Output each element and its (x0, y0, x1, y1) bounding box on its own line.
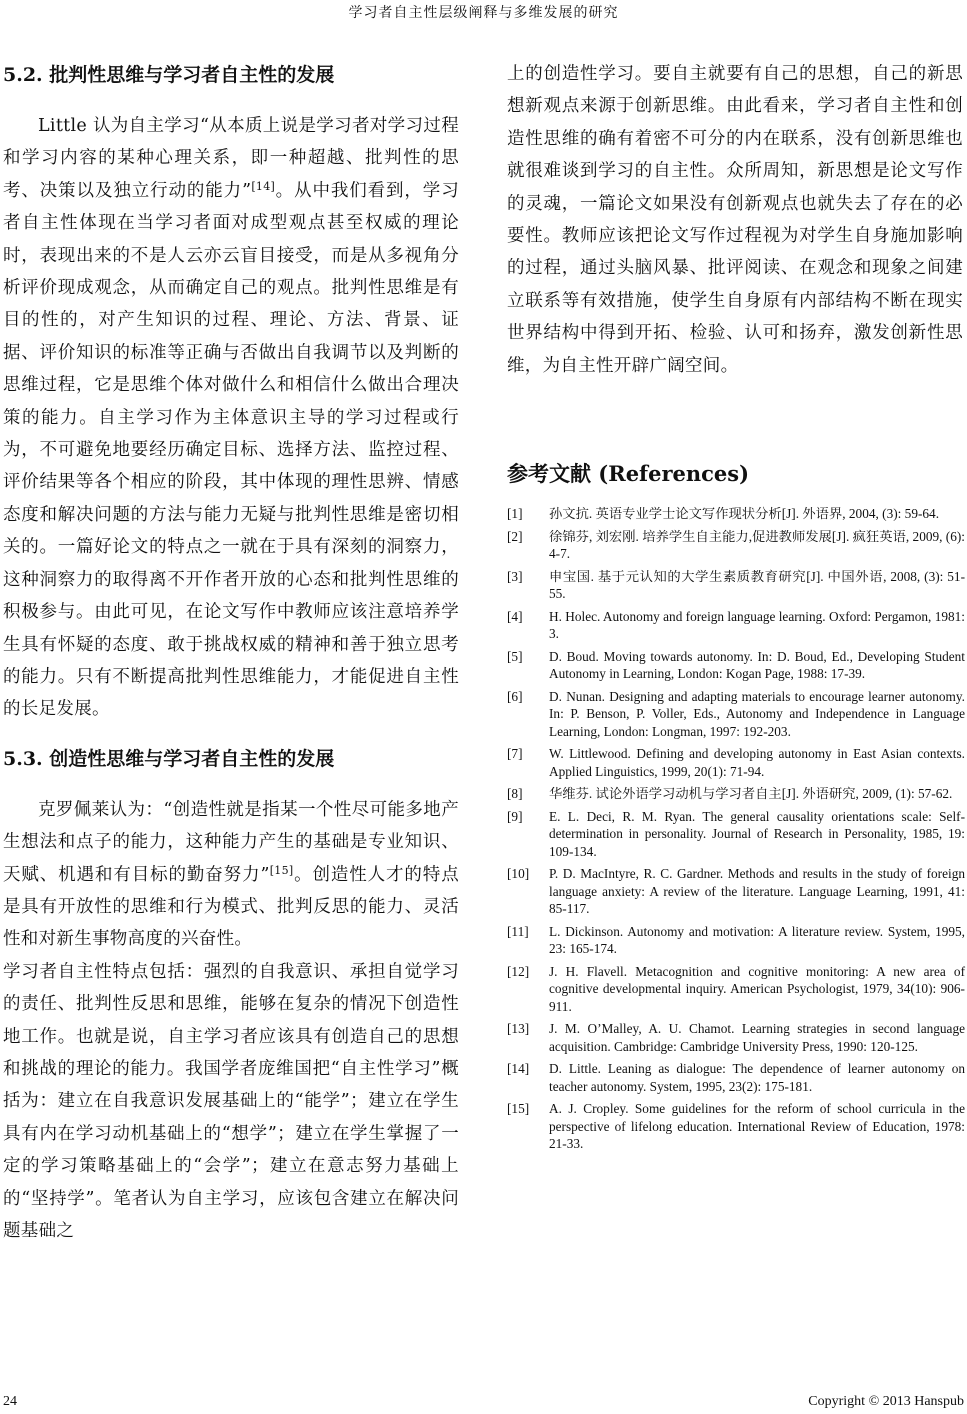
reference-number: [6] (507, 688, 523, 704)
reference-item (507, 1100, 965, 1153)
section-5-3-title: 5.3. 创造性思维与学习者自主性的发展 (3, 747, 335, 770)
reference-item (507, 528, 965, 563)
reference-number: [11] (507, 923, 529, 939)
reference-text: H. Holec. Autonomy and foreign language learning. Oxford: Pergamon, 1981: 3. (549, 608, 965, 641)
reference-item (507, 963, 965, 1016)
citation-14: [14] (251, 179, 276, 193)
reference-item (507, 745, 965, 780)
reference-item (507, 785, 965, 803)
reference-number: [8] (507, 786, 523, 801)
reference-text: D. Boud. Moving towards autonomy. In: D. Boud, Ed., Developing Student Autonomy in Learning, London: Kogan Page, 1988: 17-39. (549, 648, 965, 681)
paragraph-text: Little 认为自主学习“从本质上说是学习者对学习过程和学习内容的某种心理关系，即一种超越、批判性的思考、决策以及独立行动的能力” (3, 116, 459, 201)
reference-text: A. J. Cropley. Some guidelines for the reform of school curricula in the perspective of lifelong education. International Review of Education, 1978: 21-33. (549, 1101, 965, 1151)
paragraph-text: 。创造性人才的特点是具有开放性的思维和行为模式、批判反思的能力、灵活性和对新生事物高度的兴奋性。 (3, 864, 459, 950)
references-list (507, 505, 965, 1158)
reference-number: [7] (507, 746, 523, 761)
reference-text: P. D. MacIntyre, R. C. Gardner. Methods and results in the study of foreign language anxiety: A review of the literature. Language Learning, 1991, 41: 85-117. (549, 866, 965, 916)
reference-number: [1] (507, 506, 523, 521)
section-5-3-paragraph-1 (3, 794, 459, 956)
reference-text: 华维芬. 试论外语学习动机与学习者自主[J]. 外语研究, 2009, (1): 57-62. (549, 786, 953, 801)
reference-number: [14] (507, 1061, 530, 1076)
section-5-3-paragraph-2: 学习者自主性特点包括：强烈的自我意识、承担自觉学习的责任、批判性反思和思维，能够在复杂的情况下创造性地工作。也就是说，自主学习者应该具有创造自己的思想和挑战的理论的能力。我国学者庞维国把“自主性学习”概括为：建立在自我意识发展基础上的“能学”；建立在学生具有内在学习动机基础上的“想学”；建立在学生掌握了一定的学习策略基础上的“会学”；建立在意志努力基础上的“坚持学”。笔者认为自主学习，应该包含建立在解决问题基础之 (3, 961, 459, 1241)
reference-number: [2] (507, 528, 523, 544)
reference-text: W. Littlewood. Defining and developing autonomy in East Asian contexts. Applied Linguistics, 1999, 20(1): 71-94. (549, 746, 965, 779)
references-title: 参考文献 (References) (507, 461, 750, 486)
section-5-2-paragraph (3, 110, 459, 726)
reference-item (507, 688, 965, 741)
reference-text: J. M. O’Malley, A. U. Chamot. Learning strategies in second language acquisition. Cambridge: Cambridge University Press, 1990: 120-125. (549, 1021, 965, 1054)
running-head: 学习者自主性层级阐释与多维发展的研究 (348, 5, 619, 21)
reference-text: D. Little. Leaning as dialogue: The dependence of learner autonomy on teacher autonomy. System, 1995, 23(2): 175-181. (549, 1061, 965, 1094)
right-column (507, 58, 963, 382)
reference-text: 孙文抗. 英语专业学士论文写作现状分析[J]. 外语界, 2004, (3): 59-64. (549, 506, 940, 521)
reference-text: 申宝国. 基于元认知的大学生素质教育研究[J]. 中国外语, 2008, (3): 51-55. (549, 568, 965, 601)
reference-number: [15] (507, 1101, 530, 1116)
copyright: Copyright © 2013 Hanspub (808, 1394, 964, 1409)
reference-text: 徐锦芬, 刘宏刚. 培养学生自主能力,促进教师发展[J]. 疯狂英语, 2009, (6): 4-7. (549, 528, 965, 561)
reference-number: [5] (507, 648, 523, 664)
paragraph-text: 克罗佩莱认为：“创造性就是指某一个性尽可能多地产生想法和点子的能力，这种能力产生的基础是专业知识、天赋、机遇和有目标的勤奋努力” (3, 799, 459, 885)
reference-item (507, 1060, 965, 1095)
reference-item (507, 923, 965, 958)
left-column (3, 58, 459, 1247)
reference-text: L. Dickinson. Autonomy and motivation: A literature review. System, 1995, 23: 165-174. (549, 923, 965, 956)
section-5-2-title: 5.2. 批判性思维与学习者自主性的发展 (3, 64, 335, 86)
reference-number: [9] (507, 808, 523, 824)
paragraph-text: 。从中我们看到，学习者自主性体现在当学习者面对成型观点甚至权威的理论时，表现出来的不是人云亦云盲目接受，而是从多视角分析评价现成观念，从而确定自己的观点。批判性思维是有目的性的，对产生知识的过程、理论、方法、背景、证据、评价知识的标准等正确与否做出自我调节以及判断的思维过程，它是思维个体对做什么和相信什么做出合理决策的能力。自主学习作为主体意识主导的学习过程或行为，不可避免地要经历确定目标、选择方法、监控过程、评价结果等各个相应的阶段，其中体现的理性思辨、情感态度和解决问题的方法与能力无疑与批判性思维是密切相关的。一篇好论文的特点之一就在于具有深刻的洞察力，这种洞察力的取得离不开作者开放的心态和批判性思维的积极参与。由此可见，在论文写作中教师应该注意培养学生具有怀疑的态度、敢于挑战权威的精神和善于独立思考的能力。只有不断提高批判性思维能力，才能促进自主性的长足发展。 (3, 180, 459, 720)
reference-item (507, 608, 965, 643)
reference-number: [4] (507, 608, 523, 624)
page-number: 24 (3, 1394, 17, 1409)
continued-paragraph: 上的创造性学习。要自主就要有自己的思想，自己的新思想新观点来源于创新思维。由此看来，学习者自主性和创造性思维的确有着密不可分的内在联系，没有创新思维也就很难谈到学习的自主性。众所周知，新思想是论文写作的灵魂，一篇论文如果没有创新观点也就失去了存在的必要性。教师应该把论文写作过程视为对学生自身施加影响的过程，通过头脑风暴、批评阅读、在观念和现象之间建立联系等有效措施，使学生自身原有内部结构不断在现实世界结构中得到开拓、检验、认可和扬弃，激发创新性思维，为自主性开辟广阔空间。 (507, 64, 963, 376)
reference-item (507, 648, 965, 683)
citation-15: [15] (269, 863, 294, 877)
reference-item (507, 808, 965, 861)
reference-number: [12] (507, 963, 530, 979)
reference-number: [3] (507, 568, 523, 584)
reference-item (507, 505, 965, 523)
reference-item (507, 865, 965, 918)
reference-number: [10] (507, 866, 530, 881)
reference-number: [13] (507, 1021, 530, 1036)
reference-text: E. L. Deci, R. M. Ryan. The general causality orientations scale: Self-determination in personality. Journal of Research in Personality, 1985, 19: 109-134. (549, 808, 965, 859)
reference-text: J. H. Flavell. Metacognition and cognitive monitoring: A new area of cognitive developmental inquiry. American Psychologist, 1979, 34(10): 906-911. (549, 963, 965, 1014)
reference-text: D. Nunan. Designing and adapting materials to encourage learner autonomy. In: P. Benson, P. Voller, Eds., Autonomy and Independence in Language Learning, London: Longman, 1997: 192-203. (549, 688, 965, 739)
reference-item (507, 568, 965, 603)
reference-item (507, 1020, 965, 1055)
